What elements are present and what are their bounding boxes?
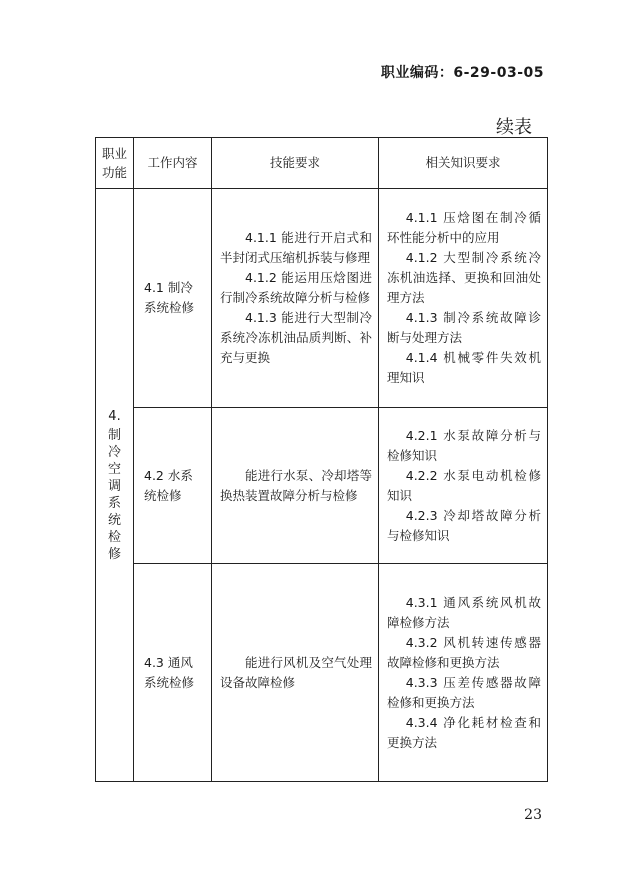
- knowledge-item: 4.1.4 机械零件失效机理知识: [387, 350, 541, 385]
- table-row: [96, 408, 548, 564]
- function-name: 制冷空调系统检修: [107, 428, 121, 562]
- page-number: 23: [524, 807, 542, 823]
- knowledge-cell: [379, 564, 548, 782]
- table-header-row: [96, 138, 548, 189]
- knowledge-cell: [379, 408, 548, 564]
- knowledge-item: 4.2.3 冷却塔故障分析与检修知识: [387, 507, 541, 543]
- knowledge-item: 4.3.1 通风系统风机故障检修方法: [387, 594, 541, 630]
- skills-table: [95, 137, 548, 782]
- knowledge-item: 4.1.3 制冷系统故障诊断与处理方法: [387, 310, 541, 345]
- knowledge-cell: [379, 189, 548, 408]
- header-knowledge-requirements: 相关知识要求: [379, 138, 548, 189]
- job-code: 职业编码：6-29-03-05: [380, 65, 544, 81]
- knowledge-item: 4.3.3 压差传感器故障检修和更换方法: [387, 674, 541, 710]
- skill-cell: [212, 189, 379, 408]
- knowledge-item: 4.2.2 水泵电动机检修知识: [387, 467, 541, 503]
- work-content-cell: 4.2 水系统检修: [134, 408, 212, 564]
- header-skill-requirements: 技能要求: [212, 138, 379, 189]
- knowledge-item: 4.3.4 净化耗材检查和更换方法: [387, 714, 541, 750]
- knowledge-item: 4.2.1 水泵故障分析与检修知识: [387, 427, 541, 463]
- knowledge-item: 4.1.2 大型制冷系统冷冻机油选择、更换和回油处理方法: [387, 250, 541, 305]
- header-function: 职业功能: [96, 138, 134, 189]
- function-number: 4.: [108, 409, 121, 424]
- table-row: [96, 189, 548, 408]
- work-content-cell: 4.1 制冷系统检修: [134, 189, 212, 408]
- table-row: [96, 564, 548, 782]
- header-work-content: 工作内容: [134, 138, 212, 189]
- skill-item: 能进行风机及空气处理设备故障检修: [220, 654, 372, 690]
- skill-item: 能进行水泵、冷却塔等换热装置故障分析与检修: [220, 467, 372, 503]
- function-cell: [96, 189, 134, 782]
- continued-label: 续表: [496, 117, 532, 138]
- skill-item: 4.1.1 能进行开启式和半封闭式压缩机拆装与修理: [220, 230, 372, 265]
- knowledge-item: 4.3.2 风机转速传感器故障检修和更换方法: [387, 634, 541, 670]
- knowledge-item: 4.1.1 压焓图在制冷循环性能分析中的应用: [387, 210, 541, 245]
- skill-cell: [212, 564, 379, 782]
- skill-item: 4.1.2 能运用压焓图进行制冷系统故障分析与检修: [220, 270, 372, 305]
- work-content-cell: 4.3 通风系统检修: [134, 564, 212, 782]
- skill-item: 4.1.3 能进行大型制冷系统冷冻机油品质判断、补充与更换: [220, 310, 372, 365]
- skill-cell: [212, 408, 379, 564]
